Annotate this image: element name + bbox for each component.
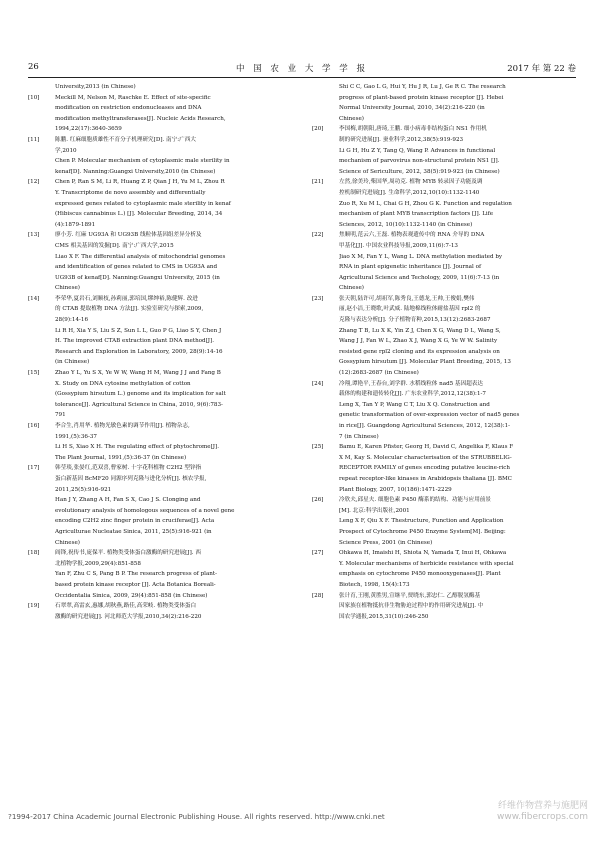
journal-name: 中 国 农 业 大 学 学 报 — [236, 64, 368, 74]
reference-entry — [312, 548, 574, 590]
reference-line: Research and Exploration in Laboratory, 2009, 28(9):14-16 — [55, 348, 223, 355]
reference-entry — [28, 548, 290, 601]
reference-line: mechanism of parvovirus non-structural protein NS1 [J]. — [339, 158, 500, 165]
reference-line: based protein kinase receptor [J]. Acta Botanica Boreali- — [55, 581, 216, 588]
reference-line: Science Press, 2001 (in Chinese) — [339, 539, 433, 546]
reference-line: 1994,22(17):3640-3659 — [55, 126, 122, 133]
reference-line: Li G H, Hu Z Y, Tang Q, Wang P. Advances in functional — [339, 147, 496, 154]
reference-number: [25] — [312, 444, 324, 451]
reference-entry — [312, 442, 574, 495]
reference-line: 韩莹琰,张晏红,范双喜,曹家树. 十字花科植物 C2H2 型锌指 — [55, 465, 202, 472]
reference-line: resisted gene rpl2 cloning and its expression analysis on — [339, 348, 500, 355]
reference-entry — [312, 495, 574, 548]
reference-line: X M, Kay S. Molecular characterisation of the STRUBBELIG- — [339, 454, 512, 461]
reference-line: Occidentalia Sinica, 2009, 29(4):851-858 (in Chinese) — [55, 592, 208, 599]
reference-line: CMS 相关基因的发掘[D]. 南宁:广西大学,2015 — [55, 242, 174, 249]
reference-line: X. Study on DNA cytosine methylation of cotton — [55, 380, 191, 387]
reference-line: Zhao Y L, Yu S X, Ye W W, Wang H M, Wang J J and Fang B — [55, 370, 221, 377]
reference-number: [23] — [312, 295, 324, 302]
reference-line: RECEPTOR FAMILY of genes encoding putative leucine-rich — [339, 465, 511, 472]
reference-line: emphasis on cytochrome P450 monooxygenases[J]. Plant — [339, 571, 501, 578]
watermark-text: 纤维作物营养与施肥网 — [497, 801, 588, 811]
reference-line: encoding C2H2 zinc finger protein in cruciferae[J]. Acta — [55, 518, 215, 525]
reference-entry — [312, 177, 574, 230]
reference-line: (Gossypium hirsutum L.) genome and its implication for salt — [55, 391, 226, 398]
reference-line: and identification of genes related to CMS in UG93A and — [55, 264, 218, 271]
reference-number: [12] — [28, 179, 40, 186]
reference-line: University,2013 (in Chinese) — [55, 84, 136, 90]
reference-number: [19] — [28, 603, 40, 610]
reference-column-left — [28, 82, 290, 622]
reference-line: 2011,25(5):916-921 — [55, 486, 112, 493]
reference-number: [28] — [312, 592, 324, 599]
reference-line: Plant Biology, 2007, 10(186):1471-2229 — [339, 486, 452, 493]
reference-line: 甲基化[J]. 中国农业科技导报,2009,11(6):7-13 — [339, 242, 458, 249]
reference-number: [27] — [312, 550, 324, 557]
reference-line: 丽,赵小洁,王晓歌,叶武威. 陆地棉线粒体耐盐基因 rpl2 的 — [339, 306, 481, 313]
reference-line: Agricultural Science and Techology, 2009, 11(6):7-13 (in — [339, 274, 500, 281]
reference-line: 因家族在植物抵抗非生物胁迫过程中的作用研究进展[J]. 中 — [339, 603, 484, 610]
reference-line: genetic transformation of over-expression vector of nad5 genes — [339, 412, 520, 419]
reference-line: 廖小芳. 红麻 UG93A 和 UG93B 线粒体基因组差异分析及 — [55, 232, 202, 239]
reference-line: 学,2010 — [55, 147, 77, 154]
reference-number: [17] — [28, 465, 40, 472]
reference-line: 李荣华,夏岩石,刘顺枝,孙莉丽,郭培国,缪绅裕,陈健辉. 改进 — [55, 295, 198, 302]
reference-line: Science of Sericulture, 2012, 38(5):919-923 (in Chinese) — [339, 168, 500, 175]
reference-column-right — [312, 82, 574, 622]
reference-number: [16] — [28, 423, 40, 429]
page-footer — [8, 801, 588, 826]
reference-line: Y. Transcriptome de novo assembly and differentially — [55, 189, 206, 196]
page-number: 26 — [28, 62, 39, 72]
reference-line: 载体的构建和遗传转化[J]. 广东农业科学,2012,12(38):1-7 — [339, 391, 486, 398]
reference-line: H. The improved CTAB extraction plant DNA method[J]. — [55, 338, 215, 345]
reference-line: Chen P, Ran S M, Li R, Huang Z P, Qian J H, Yu M L, Zhou R — [55, 179, 225, 186]
reference-line: Han J Y, Zhang A H, Fan S X, Cao J S. Clonging and — [55, 497, 201, 504]
reference-entry — [28, 463, 290, 548]
reference-number: [24] — [312, 380, 324, 387]
reference-line: Liao X F. The differential analysis of mitochondrial genomes — [55, 253, 226, 260]
reference-line: 张天朝,陆许可,胡祖军,陈秀良,王德龙,王帅,王俊娟,樊伟 — [339, 295, 475, 302]
reference-line: 激酶的研究进展[J]. 河北师范大学报,2010,34(2):216-220 — [55, 613, 202, 620]
reference-line: Jiao X M, Fan Y L, Wang L. DNA methylation mediated by — [339, 253, 503, 260]
reference-entry — [28, 601, 290, 622]
reference-line: (4):1879-1891 — [55, 221, 96, 228]
reference-entry — [28, 368, 290, 421]
reference-number: [13] — [28, 232, 40, 239]
reference-line: Gossypium hirsutum [J]. Molecular Plant Breeding, 2015, 13 — [339, 359, 511, 366]
reference-line: 28(9):14-16 — [55, 317, 89, 324]
reference-line: 冷欣夫,邱星夫. 细胞色素 P450 酶系的结构、功能与应用前景 — [339, 497, 491, 504]
reference-line: Sciences, 2012, 10(10):1132-1140 (in Chinese) — [339, 221, 473, 228]
reference-line: 控机制研究进展[J]. 生命科学,2012,10(10):1132-1140 — [339, 189, 480, 196]
volume-info: 2017 年 第 22 卷 — [507, 64, 576, 74]
reference-line: Chinese) — [55, 285, 80, 292]
reference-line: Chinese) — [339, 115, 364, 122]
reference-line: Agriculturae Nucleatae Sinica, 2011, 25(5):916-921 (in — [55, 528, 212, 535]
reference-line: 左然,徐美玲,柴国华,周功克. 植物 MYB 转录因子功能及调 — [339, 179, 483, 186]
reference-line: Bamu E, Karen Pfister, Georg H, David C, Angelika F, Klaus F — [339, 444, 514, 451]
reference-number: [15] — [28, 370, 40, 377]
reference-line: 焦顺明,范云六,王磊. 植物表观遗传中的 RNA 介导的 DNA — [339, 232, 485, 239]
reference-line: 7 (in Chinese) — [339, 433, 379, 440]
reference-line: 制的研究进展[J]. 蚕业科学,2012,38(5):919-923 — [339, 136, 464, 143]
reference-entry — [28, 230, 290, 294]
reference-line: 克隆与表达分析[J]. 分子植物育种,2015,13(12):2683-2687 — [339, 317, 491, 324]
reference-entry — [28, 93, 290, 135]
reference-line: modification on restriction endonucleases and DNA — [55, 105, 202, 112]
reference-line: Normal University Journal, 2010, 34(2):216-220 (in — [339, 105, 485, 112]
reference-line: 冷翔,谭艳平,王春台,刘学群. 水稻线粒体 nad5 基因超表达 — [339, 380, 483, 387]
reference-entry — [28, 421, 290, 463]
reference-line: Wang J J, Fan W L, Zhao X J, Wang X G, Ye W W. Salinity — [339, 338, 498, 345]
reference-line: Zhang T B, Lu X K, Yin Z J, Chen X G, Wang D L, Wang S, — [339, 327, 501, 334]
reference-entry — [28, 82, 290, 93]
reference-line: in rice[J]. Guangdong Agricultural Sciences, 2012, 12(38):1- — [339, 423, 511, 429]
reference-line: 北植物学报,2009,29(4):851-858 — [55, 560, 141, 567]
reference-line: Yan F, Zhu C S, Pang B P. The research progress of plant- — [55, 571, 218, 578]
reference-line: evolutionary analysis of homologous sequences of a novel gene — [55, 507, 235, 514]
reference-line: Biotech, 1998, 15(4):173 — [339, 581, 410, 588]
reference-entry — [312, 294, 574, 379]
reference-line: modification methyltransferases[J]. Nucleic Acids Research, — [55, 115, 226, 122]
reference-line: expressed genes related to cytoplasmic male sterility in kenaf — [55, 200, 231, 207]
reference-entry — [28, 294, 290, 368]
reference-line: The Plant Journal, 1991,(5):36-37 (in Chinese) — [55, 454, 187, 461]
reference-number: [10] — [28, 94, 40, 101]
reference-number: [11] — [28, 136, 40, 143]
reference-line: Shi C C, Gao L G, Hui Y, Hu J R, Lu J, Ge R C. The research — [339, 84, 506, 90]
reference-line: Ohkawa H, Imaishi H, Shiota N, Yamada T, Inui H, Ohkawa — [339, 550, 507, 557]
reference-line: 张计育,王刚,黄胜男,宣继平,贾晓东,郭忠仁. 乙醇脱氢酶基 — [339, 592, 481, 599]
copyright-notice: ?1994-2017 China Academic Journal Electronic Publishing House. All rights reserved. http://www.cnki.net — [8, 812, 385, 821]
reference-number: [14] — [28, 295, 40, 302]
reference-line: progress of plant-based protein kinase receptor [J]. Hebei — [339, 94, 504, 101]
reference-line: (12):2683-2687 (in Chinese) — [339, 370, 419, 377]
reference-line: Leng X F, Qiu X F. Thestructure, Function and Application — [339, 518, 504, 525]
reference-line: Leng X, Tan Y P, Wang C T, Liu X Q. Construction and — [339, 401, 490, 408]
reference-line: kenaf[D]. Nanning:Guangxi University,2010 (in Chinese) — [55, 168, 216, 175]
reference-line: UG93B of kenaf[D]. Nanning:Guangxi University, 2015 (in — [55, 274, 220, 281]
reference-line: Zuo R, Xu M L, Chai G H, Zhou G K. Function and regulation — [339, 200, 512, 207]
reference-line: Chinese) — [339, 285, 364, 292]
reference-line: 的 CTAB 提取植物 DNA 方法[J]. 实验室研究与探索,2009, — [55, 306, 204, 313]
watermark-url: www.fibercrops.com — [497, 812, 588, 822]
reference-line: Y. Molecular mechanisms of herbicide resistance with special — [339, 560, 514, 567]
reference-line: repeat receptor-like kinases in Arabidopsis thaliana [J]. BMC — [339, 475, 512, 482]
reference-line: 阎锋,祝传书,庞保平. 植物类受体蛋白激酶的研究进展[J]. 西 — [55, 550, 201, 557]
reference-entry — [312, 379, 574, 443]
reference-entry — [312, 82, 574, 124]
reference-line: mechanism of plant MYB transcription factors [J]. Life — [339, 211, 494, 218]
reference-entry — [312, 124, 574, 177]
reference-number: [21] — [312, 179, 324, 186]
reference-line: RNA in plant epigenetic inheritance [J]. Journal of — [339, 264, 482, 271]
reference-entry — [28, 135, 290, 177]
reference-line: 石翠翠,高雷玄,惠娜,胡秋燕,路佳,高荣岐. 植物类受体蛋白 — [55, 603, 197, 610]
reference-number: [18] — [28, 550, 40, 557]
reference-line: 李合生,肖用华. 植物光敏色素的调节作用[J]. 植物杂志, — [55, 423, 190, 429]
reference-number: [22] — [312, 232, 324, 239]
reference-line: Chinese) — [55, 539, 80, 546]
reference-entry — [312, 230, 574, 294]
reference-line: tolerance[J]. Agricultural Science in China, 2010, 9(6):783- — [55, 401, 223, 408]
reference-line: 陈鹏. 红麻细胞质雄性不育分子机理研究[D]. 南宁:广西大 — [55, 136, 196, 143]
reference-line: 国农学通报,2015,31(10):246-250 — [339, 613, 429, 620]
reference-entry — [312, 591, 574, 623]
reference-number: [20] — [312, 126, 324, 133]
running-header — [28, 62, 576, 74]
reference-line: (Hibiscus cannabinus L.) [J]. Molecular Breeding, 2014, 34 — [55, 211, 223, 218]
reference-line: Prospect of Cytochrome P450 Enzyme System[M]. Beijing: — [339, 528, 506, 535]
reference-line: Li R H, Xia Y S, Liu S Z, Sun L L, Guo P G, Liao S Y, Chen J — [55, 327, 222, 334]
reference-line: 蛋白新基因 BcMF20 同源序列克隆与进化分析[J]. 核农学报, — [55, 475, 207, 482]
reference-line: [M]. 北京:科学出版社,2001 — [339, 507, 410, 514]
reference-number: [26] — [312, 497, 324, 504]
reference-entry — [28, 177, 290, 230]
reference-line: 李国梅,胡朝阳,唐琦,王鹏. 细小病毒非结构蛋白 NS1 作用机 — [339, 126, 487, 133]
reference-line: Li H S, Xiao X H. The regulating effect of phytochrome[J]. — [55, 444, 219, 451]
header-rule — [28, 77, 576, 78]
reference-line: Meckill M, Nelson M, Raschke E. Effect of site-specific — [55, 94, 211, 101]
reference-line: (in Chinese) — [55, 359, 90, 366]
reference-line: 1991,(5):36-37 — [55, 433, 97, 440]
reference-line: Chen P. Molecular mechanism of cytoplasmic male sterility in — [55, 158, 230, 165]
reference-line: 791 — [55, 412, 66, 419]
